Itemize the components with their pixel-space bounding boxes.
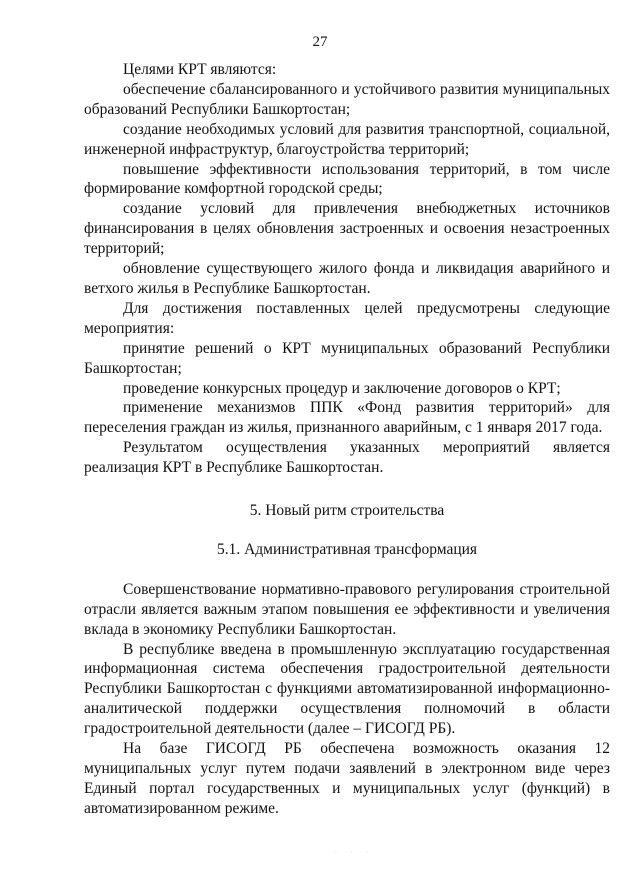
scan-noise: · · · <box>335 850 374 856</box>
paragraph: В республике введена в промышленную эксплуатацию государственная информационная система обеспечения градостроительной деятельности Республики Башкортостан с функциями автоматизированной информационно-аналитической поддержки осуществления полномочий в области градостроительной деятельности (далее – ГИСОГД РБ). <box>84 640 610 738</box>
section-heading: 5. Новый ритм строительства <box>249 502 445 520</box>
subsection-heading: 5.1. Административная трансформация <box>216 540 478 558</box>
paragraph: обеспечение сбалансированного и устойчивого развития муниципальных образований Республики Башкортостан; <box>84 80 610 118</box>
paragraph: проведение конкурсных процедур и заключение договоров о КРТ; <box>123 379 561 397</box>
paragraph: применение механизмов ППК «Фонд развития территорий» для переселения граждан из жилья, признанного аварийным, с 1 января 2017 года. <box>84 399 610 437</box>
page-body <box>84 60 610 819</box>
page-number: 27 <box>312 34 328 50</box>
paragraph: обновление существующего жилого фонда и ликвидация аварийного и ветхого жилья в Республике Башкортостан. <box>84 260 610 297</box>
paragraph: Целями КРТ являются: <box>123 61 277 78</box>
paragraph: принятие решений о КРТ муниципальных образований Республики Башкортостан; <box>84 339 610 377</box>
paragraph: создание необходимых условий для развития транспортной, социальной, инженерной инфраструктур, благоустройства территорий; <box>84 120 610 158</box>
paragraph: Результатом осуществления указанных мероприятий является реализация КРТ в Республике Башкортостан. <box>84 439 610 477</box>
paragraph: Для достижения поставленных целей предусмотрены следующие мероприятия: <box>84 299 610 337</box>
paragraph: Совершенствование нормативно-правового регулирования строительной отрасли является важным этапом повышения ее эффективности и увеличения вклада в экономику Республики Башкортостан. <box>84 580 610 638</box>
paragraph: На базе ГИСОГД РБ обеспечена возможность оказания 12 муниципальных услуг путем подачи заявлений в электронном виде через Единый портал государственных и муниципальных услуг (функций) в автоматизированном режиме. <box>84 740 610 817</box>
paragraph: повышение эффективности использования территорий, в том числе формирование комфортной городской среды; <box>84 160 610 198</box>
paragraph: создание условий для привлечения внебюджетных источников финансирования в целях обновления застроенных и освоения незастроенных территорий; <box>84 200 610 258</box>
